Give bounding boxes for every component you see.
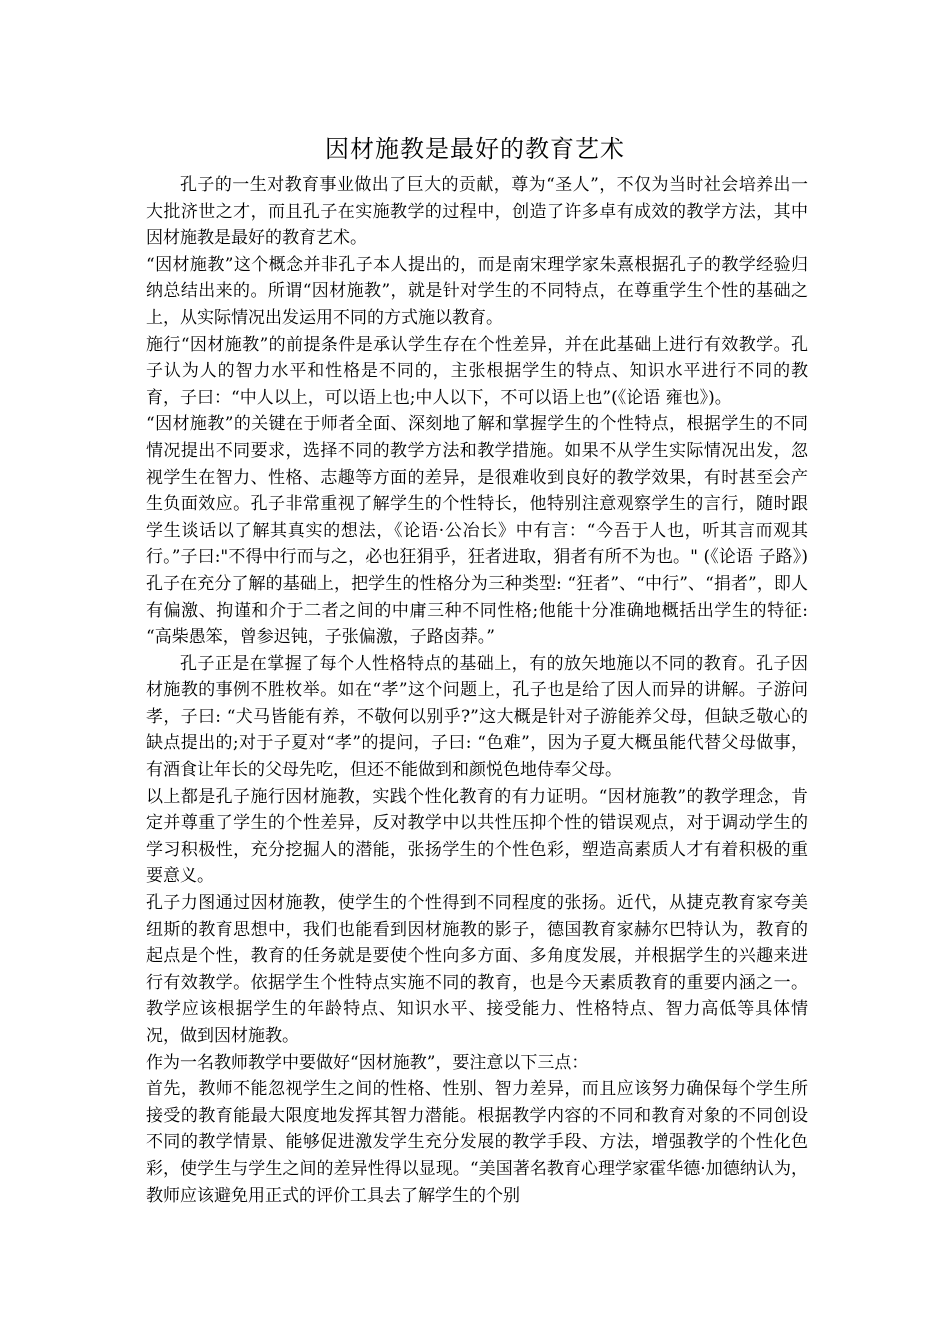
paragraph: 孔子正是在掌握了每个人性格特点的基础上，有的放矢地施以不同的教育。孔子因材施教的事例不胜枚举。如在“孝”这个问题上，孔子也是给了因人而异的讲解。子游问孝，子曰: “犬马皆能有养，不敬何以别乎?”这大概是针对子游能养父母，但缺乏敬心的缺点提出的;对于子夏对“孝”的提问，子曰: “色难”，因为子夏大概虽能代替父母做事，有酒食让年长的父母先吃，但还不能做到和颜悦色地侍奉父母。 (146, 653, 808, 781)
paragraph: 作为一名教师教学中要做好“因材施教”，要注意以下三点： (146, 1052, 589, 1073)
paragraph: 孔子的一生对教育事业做出了巨大的贡献，尊为“圣人”，不仅为当时社会培养出一大批济世之才，而且孔子在实施教学的过程中，创造了许多卓有成效的教学方法，其中因材施教是最好的教育艺术。 (146, 175, 808, 249)
document-body (146, 172, 808, 1209)
paragraph: “因材施教”的关键在于师者全面、深刻地了解和掌握学生的个性特点，根据学生的不同情况提出不同要求，选择不同的教学方法和教学措施。如果不从学生实际情况出发，忽视学生在智力、性格、志趣等方面的差异，是很难收到良好的教学效果，有时甚至会产生负面效应。孔子非常重视了解学生的个性特长，他特别注意观察学生的言行，随时跟学生谈话以了解其真实的想法，《论语·公冶长》中有言：“今吾于人也，听其言而观其行。”子曰:"不得中行而与之，必也狂狷乎，狂者进取，狷者有所不为也。" (《论语 子路》)孔子在充分了解的基础上，把学生的性格分为三种类型: “狂者”、“中行”、“捐者”，即人有偏激、拘谨和介于二者之间的中庸三种不同性格;他能十分准确地概括出学生的特征: “高柴愚笨，曾参迟钝，子张偏激，子路卤莽。” (146, 414, 808, 648)
paragraph: “因材施教”这个概念并非孔子本人提出的，而是南宋理学家朱熹根据孔子的教学经验归纳总结出来的。所谓“因材施教”，就是针对学生的不同特点，在尊重学生个性的基础之上，从实际情况出发运用不同的方式施以教育。 (146, 254, 808, 328)
page-title: 因材施教是最好的教育艺术 (325, 135, 625, 163)
paragraph: 以上都是孔子施行因材施教，实践个性化教育的有力证明。“因材施教”的教学理念，肯定并尊重了学生的个性差异，反对教学中以共性压抑个性的错误观点，对于调动学生的学习积极性，充分挖掘人的潜能，张扬学生的个性色彩，塑造高素质人才有着积极的重要意义。 (146, 786, 808, 887)
paragraph: 孔子力图通过因材施教，使学生的个性得到不同程度的张扬。近代，从捷克教育家夸美纽斯的教育思想中，我们也能看到因材施教的影子，德国教育家赫尔巴特认为，教育的起点是个性，教育的任务就是要使个性向多方面、多角度发展，并根据学生的兴趣来进行有效教学。依据学生个性特点实施不同的教育，也是今天素质教育的重要内涵之一。教学应该根据学生的年龄特点、知识水平、接受能力、性格特点、智力高低等具体情况，做到因材施教。 (146, 893, 808, 1046)
paragraph: 首先，教师不能忽视学生之间的性格、性别、智力差异，而且应该努力确保每个学生所接受的教育能最大限度地发挥其智力潜能。根据教学内容的不同和教育对象的不同创设不同的教学情景、能够促进激发学生充分发展的教学手段、方法，增强教学的个性化色彩，使学生与学生之间的差异性得以显现。“美国著名教育心理学家霍华德·加德纳认为，教师应该避免用正式的评价工具去了解学生的个别 (146, 1079, 808, 1206)
paragraph: 施行“因材施教”的前提条件是承认学生存在个性差异，并在此基础上进行有效教学。孔子认为人的智力水平和性格是不同的，主张根据学生的特点、知识水平进行不同的教育，子曰：“中人以上，可以语上也;中人以下，不可以语上也”(《论语 雍也》)。 (146, 334, 808, 408)
